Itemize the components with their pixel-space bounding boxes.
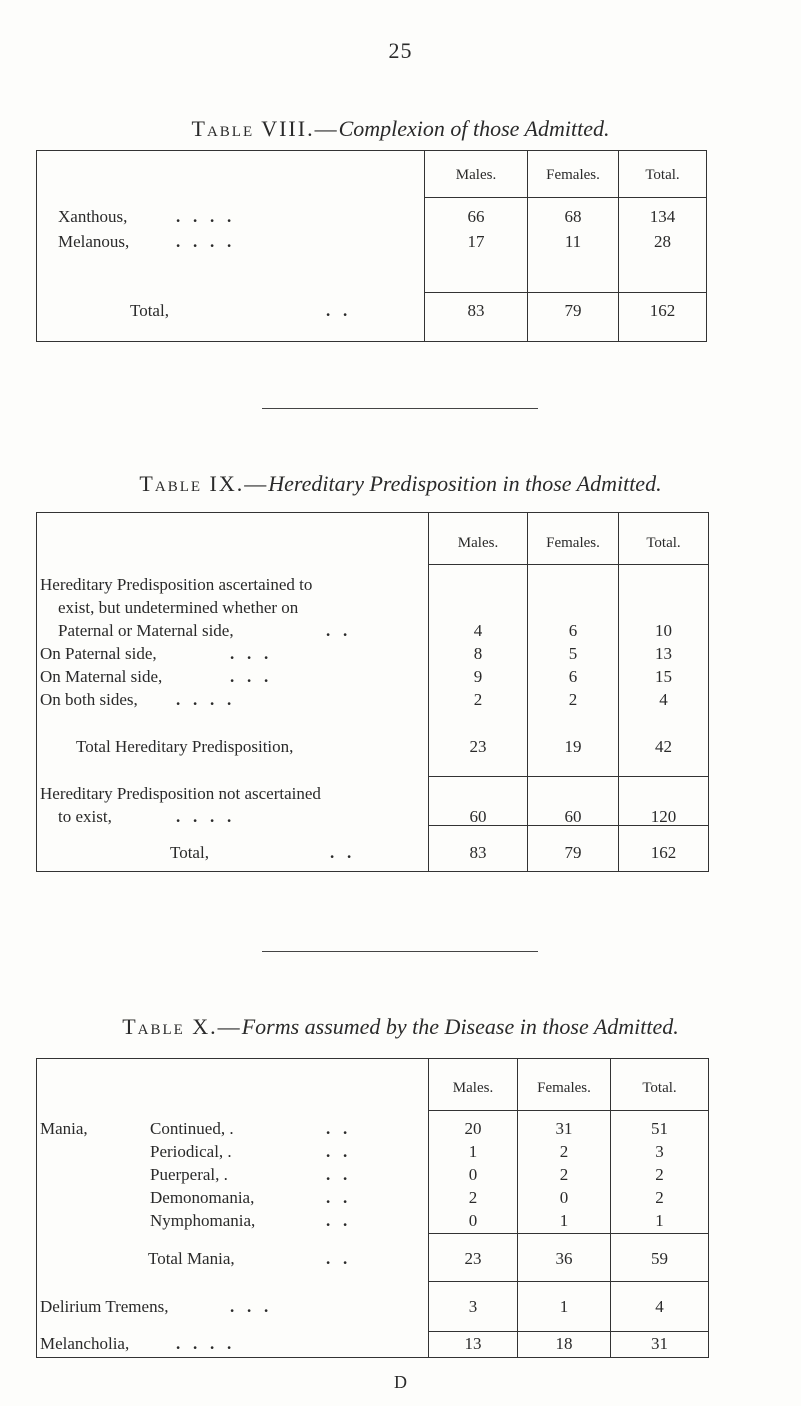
table10-title <box>0 1014 801 1040</box>
table10-row-dots: . . <box>326 1165 348 1184</box>
table9-header-total: Total. <box>646 535 681 551</box>
table9-total-cell: 162 <box>650 843 677 862</box>
table8-cell: 134 <box>649 207 676 226</box>
table10-cell: 1 <box>655 1211 664 1230</box>
table10-cell: 1 <box>559 1297 569 1316</box>
table9-cell: 4 <box>473 621 483 640</box>
table10-delirium-dots: . . . <box>230 1297 269 1316</box>
table8-cell: 11 <box>564 232 582 251</box>
table10-header-total: Total. <box>642 1080 677 1096</box>
table9-cell: 15 <box>655 667 672 686</box>
table8-header-males: Males. <box>455 167 497 183</box>
table9-title-prefix: Table IX.— <box>139 471 269 496</box>
table10-row-label: Continued, . <box>150 1119 234 1138</box>
table10-cell: 1 <box>468 1142 478 1161</box>
table10-cell: 31 <box>555 1119 573 1138</box>
table9-cell: 13 <box>655 644 672 663</box>
table8-total-cell: 79 <box>564 301 582 320</box>
table10-total-mania-cell: 23 <box>464 1249 482 1268</box>
table8-row-label: Melanous, <box>58 232 130 251</box>
table10-cell: 18 <box>555 1334 573 1353</box>
table9-row-dots: . . . . <box>176 690 232 709</box>
signature-mark: D <box>394 1372 407 1392</box>
table9-cell: 2 <box>568 690 578 709</box>
table10-row-dots: . . <box>326 1119 348 1138</box>
table10-cell: 51 <box>651 1119 668 1138</box>
table10-melancholia-label: Melancholia, <box>40 1334 130 1353</box>
table10-total-mania-cell: 36 <box>555 1249 573 1268</box>
table9-cell: 10 <box>655 621 672 640</box>
table9-cell: 8 <box>473 644 483 663</box>
table9-cell: 60 <box>469 807 487 826</box>
table9-title <box>0 471 801 497</box>
table10-cell: 3 <box>468 1297 478 1316</box>
table10-row-label: Puerperal, . <box>150 1165 228 1184</box>
table10-title-italic: Forms assumed by the Disease in those Admitted. <box>241 1014 679 1039</box>
table9-cell: 9 <box>473 667 483 686</box>
table10-melancholia-dots: . . . . <box>176 1334 232 1353</box>
table9-row-dots: . . . <box>230 667 269 686</box>
table8-header-total: Total. <box>645 167 680 183</box>
table10-header-females: Females. <box>537 1080 591 1096</box>
table10-cell: 2 <box>655 1165 664 1184</box>
table10-mania-label: Mania, <box>40 1119 88 1138</box>
table9-row1-line1: Hereditary Predisposition ascertained to <box>40 575 313 594</box>
table10-total-mania-dots: . . <box>326 1249 348 1268</box>
table10-row-label: Periodical, . <box>150 1142 232 1161</box>
table10-cell: 0 <box>468 1165 478 1184</box>
table10-cell: 2 <box>655 1188 664 1207</box>
table9-header-females: Females. <box>546 535 600 551</box>
table10-cell: 0 <box>559 1188 569 1207</box>
table9-cell: 2 <box>473 690 483 709</box>
table10-title-prefix: Table X.— <box>122 1014 242 1039</box>
table9-cell: 60 <box>564 807 582 826</box>
table9-subtotal-label: Total Hereditary Predisposition, <box>76 737 294 756</box>
table10-header-males: Males. <box>452 1080 494 1096</box>
table9-row-dots: . . . <box>230 644 269 663</box>
table9-notasc-dots: . . . . <box>176 807 232 826</box>
table10-total-mania-cell: 59 <box>651 1249 668 1268</box>
table9-cell: 120 <box>650 807 677 826</box>
section-divider <box>262 951 538 952</box>
table9-cell: 4 <box>659 690 668 709</box>
table8-cell: 17 <box>467 232 485 251</box>
table9-row-label: On Paternal side, <box>40 644 157 663</box>
table9-total-label: Total, <box>170 843 209 862</box>
table10-total-mania-label: Total Mania, <box>148 1249 235 1268</box>
table9-row-label: On both sides, <box>40 690 138 709</box>
table10-cell: 1 <box>559 1211 569 1230</box>
table9-subtotal-cell: 19 <box>564 737 582 756</box>
table8-title-prefix: Table VIII.— <box>191 116 339 141</box>
table8-cell: 68 <box>564 207 582 226</box>
table9-row-label: On Maternal side, <box>40 667 163 686</box>
table9-subtotal-cell: 42 <box>655 737 672 756</box>
table9-cell: 5 <box>568 644 578 663</box>
table8-total-label: Total, <box>130 301 169 320</box>
table9-total-cell: 79 <box>564 843 582 862</box>
table10-cell: 31 <box>651 1334 668 1353</box>
table8-row-dots: . . . . <box>176 207 232 226</box>
table9-row1-dots: . . <box>326 621 348 640</box>
table10-cell: 2 <box>468 1188 478 1207</box>
table8-total-cell: 83 <box>467 301 485 320</box>
table9-header-males: Males. <box>457 535 499 551</box>
table10-row-label: Nymphomania, <box>150 1211 256 1230</box>
table10-cell: 4 <box>655 1297 664 1316</box>
table9-row1-line2: exist, but undetermined whether on <box>58 598 299 617</box>
table10-row-dots: . . <box>326 1142 348 1161</box>
table8-row-dots: . . . . <box>176 232 232 251</box>
table8-cell: 28 <box>654 232 671 251</box>
page-number: 25 <box>388 38 413 63</box>
table10-cell: 2 <box>559 1165 569 1184</box>
table8-title-italic: Complexion of those Admitted. <box>338 116 610 141</box>
table9-notasc-line1: Hereditary Predisposition not ascertained <box>40 784 321 803</box>
table8-header-females: Females. <box>546 167 600 183</box>
table10-delirium-label: Delirium Tremens, <box>40 1297 169 1316</box>
section-divider <box>262 408 538 409</box>
table10-cell: 20 <box>464 1119 482 1138</box>
table9-cell: 6 <box>568 667 578 686</box>
table8-row-label: Xanthous, <box>58 207 128 226</box>
table10-cell: 13 <box>464 1334 482 1353</box>
table9-total-cell: 83 <box>469 843 487 862</box>
table9-notasc-line2: to exist, <box>58 807 112 826</box>
table9-total-dots: . . <box>330 843 352 862</box>
table8-total-cell: 162 <box>649 301 676 320</box>
table10-row-dots: . . <box>326 1188 348 1207</box>
table8-title <box>0 116 801 142</box>
table8-cell: 66 <box>467 207 485 226</box>
table9-title-italic: Hereditary Predisposition in those Admitted. <box>268 471 662 496</box>
table10-cell: 3 <box>655 1142 664 1161</box>
table10-cell: 0 <box>468 1211 478 1230</box>
table10-row-label: Demonomania, <box>150 1188 255 1207</box>
table10-row-dots: . . <box>326 1211 348 1230</box>
table8-total-dots: . . <box>326 301 348 320</box>
table9-row1-line3: Paternal or Maternal side, <box>58 621 234 640</box>
table9-cell: 6 <box>568 621 578 640</box>
table10-cell: 2 <box>559 1142 569 1161</box>
table9-subtotal-cell: 23 <box>469 737 487 756</box>
